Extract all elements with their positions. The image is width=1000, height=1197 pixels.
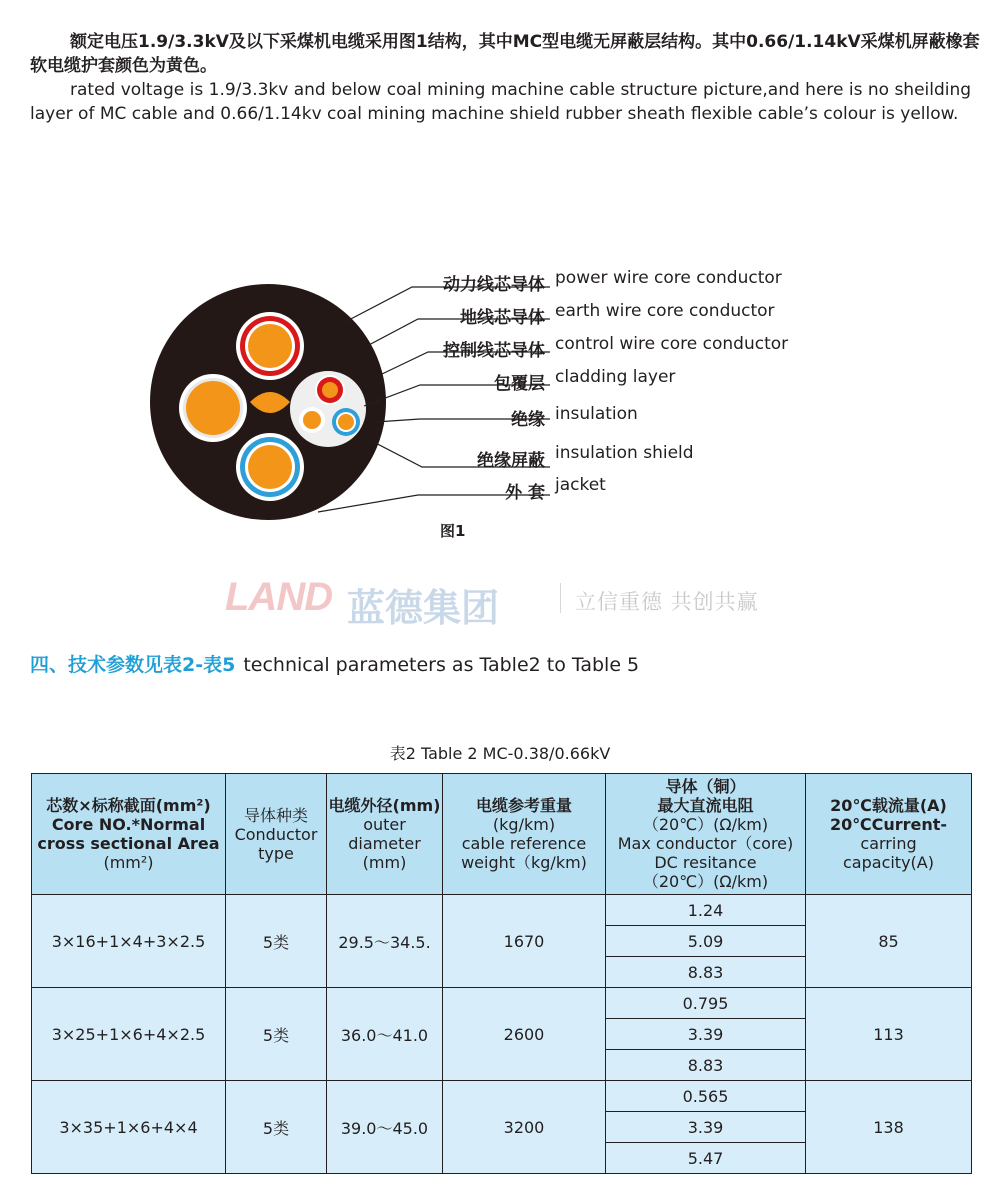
label-earth-core-cn: 地线芯导体 xyxy=(460,308,545,328)
cell-resistance: 3.39 xyxy=(606,1112,806,1143)
power-core-2-conductor xyxy=(186,381,240,435)
label-cladding-cn: 包覆层 xyxy=(494,374,545,394)
watermark-slogan: 立信重德 共创共赢 xyxy=(575,590,759,614)
figure-caption: 图1 xyxy=(440,522,466,540)
header-conductor-type: 导体种类 Conductor type xyxy=(226,774,327,895)
watermark-divider xyxy=(560,583,561,613)
label-power-core-en: power wire core conductor xyxy=(555,268,782,288)
label-jacket-en: jacket xyxy=(555,475,606,495)
cell-resistance: 8.83 xyxy=(606,1050,806,1081)
cell-diameter: 39.0～45.0 xyxy=(327,1081,443,1174)
header-current-capacity: 20℃载流量(A) 20℃Current- carring capacity(A) xyxy=(806,774,972,895)
header-resistance: 导体（铜） 最大直流电阻 （20℃）(Ω/km) Max conductor（core) DC resitance （20℃）(Ω/km) xyxy=(606,774,806,895)
watermark-company-name: 蓝德集团 xyxy=(347,586,500,630)
table-caption: 表2 Table 2 MC-0.38/0.66kV xyxy=(389,744,611,763)
cell-type: 5类 xyxy=(226,1081,327,1174)
cell-resistance: 3.39 xyxy=(606,1019,806,1050)
table-header-row xyxy=(32,774,972,895)
cell-weight: 3200 xyxy=(443,1081,606,1174)
cell-spec: 3×35+1×6+4×4 xyxy=(32,1081,226,1174)
header-core-area: 芯数×标称截面(mm²) Core NO.*Normal cross sectional Area (mm²) xyxy=(32,774,226,895)
section-title-en: technical parameters as Table2 to Table 5 xyxy=(243,654,640,676)
cell-diameter: 29.5～34.5. xyxy=(327,895,443,988)
cell-capacity: 138 xyxy=(806,1081,972,1174)
control-core-2-conductor xyxy=(303,411,321,429)
label-insulation-shield-en: insulation shield xyxy=(555,443,694,463)
label-control-core-en: control wire core conductor xyxy=(555,334,789,354)
label-insulation-shield-cn: 绝缘屏蔽 xyxy=(477,451,545,471)
label-insulation-cn: 绝缘 xyxy=(511,410,545,430)
cell-type: 5类 xyxy=(226,988,327,1081)
cell-resistance: 8.83 xyxy=(606,957,806,988)
label-control-core-cn: 控制线芯导体 xyxy=(443,341,545,361)
table-row xyxy=(32,988,972,1019)
power-core-1-conductor xyxy=(248,324,292,368)
watermark xyxy=(225,575,785,630)
header-outer-diameter: 电缆外径(mm) outer diameter (mm) xyxy=(327,774,443,895)
section-title-cn: 四、技术参数见表2-表5 xyxy=(30,654,236,676)
table-row xyxy=(32,1081,972,1112)
section-title xyxy=(30,650,639,677)
cell-capacity: 85 xyxy=(806,895,972,988)
cell-diameter: 36.0～41.0 xyxy=(327,988,443,1081)
intro-text xyxy=(30,30,980,126)
cell-spec: 3×16+1×4+3×2.5 xyxy=(32,895,226,988)
cell-capacity: 113 xyxy=(806,988,972,1081)
cell-resistance: 0.795 xyxy=(606,988,806,1019)
spec-table xyxy=(31,773,972,1174)
power-core-3-conductor xyxy=(248,445,292,489)
intro-en: rated voltage is 1.9/3.3kv and below coal mining machine cable structure picture,and here is no sheilding layer of MC cable and 0.66/1.14kv coal mining machine shield rubber sheath flexible cable’s colour is yellow. xyxy=(30,80,972,124)
cell-weight: 2600 xyxy=(443,988,606,1081)
cell-resistance: 0.565 xyxy=(606,1081,806,1112)
control-core-1-conductor xyxy=(322,382,338,398)
table-row xyxy=(32,895,972,926)
cell-type: 5类 xyxy=(226,895,327,988)
cell-spec: 3×25+1×6+4×2.5 xyxy=(32,988,226,1081)
cell-weight: 1670 xyxy=(443,895,606,988)
watermark-logo: LAND xyxy=(225,575,333,619)
cable-diagram xyxy=(150,262,850,552)
cell-resistance: 1.24 xyxy=(606,895,806,926)
label-cladding-en: cladding layer xyxy=(555,367,676,387)
cell-resistance: 5.09 xyxy=(606,926,806,957)
label-earth-core-en: earth wire core conductor xyxy=(555,301,775,321)
label-jacket-cn: 外 套 xyxy=(505,483,545,503)
label-insulation-en: insulation xyxy=(555,404,638,424)
label-power-core-cn: 动力线芯导体 xyxy=(443,275,545,295)
cell-resistance: 5.47 xyxy=(606,1143,806,1174)
intro-cn: 额定电压1.9/3.3kV及以下采煤机电缆采用图1结构，其中MC型电缆无屏蔽层结构。其中0.66/1.14kV采煤机屏蔽橡套软电缆护套颜色为黄色。 xyxy=(30,32,980,76)
header-weight: 电缆参考重量 (kg/km) cable reference weight（kg/km) xyxy=(443,774,606,895)
